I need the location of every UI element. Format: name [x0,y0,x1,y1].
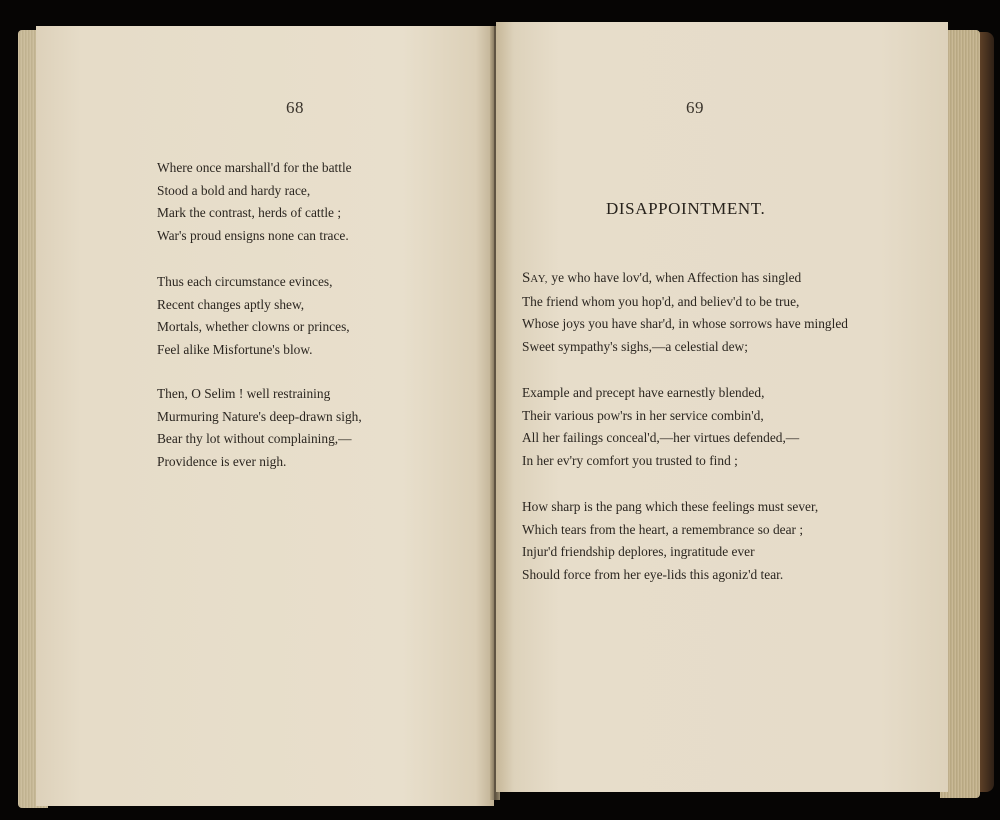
stanza [157,271,350,361]
poem-line: Should force from her eye-lids this agoniz'd tear. [522,566,784,582]
poem-line: Example and precept have earnestly blended, [522,385,765,400]
poem-line: Stood a bold and hardy race, [157,182,311,198]
stanza [157,157,352,247]
poem-line: All her failings conceal'd,—her virtues defended,— [522,430,800,445]
stanza [522,382,799,472]
poem-line-rest: ye who have lov'd, when Affection has singled [548,270,802,285]
page-number-left: 68 [286,98,304,117]
poem-line: Providence is ever nigh. [157,453,287,469]
stanza [522,496,818,586]
poem-line: Bear thy lot without complaining,— [157,431,352,446]
poem-line: How sharp is the pang which these feelings must sever, [522,499,819,514]
poem-line: Recent changes aptly shew, [157,296,305,312]
poem-line: The friend whom you hop'd, and believ'd to be true, [522,293,800,309]
poem-line: Feel alike Misfortune's blow. [157,341,313,357]
poem-line: Injur'd friendship deplores, ingratitude ever [522,544,755,559]
poem-line: Mortals, whether clowns or princes, [157,319,350,334]
poem-line [522,267,848,291]
right-page [496,22,948,792]
poem-line: Where once marshall'd for the battle [157,160,352,175]
poem-line: Sweet sympathy's sighs,—a celestial dew; [522,338,748,354]
poem-line: War's proud ensigns none can trace. [157,227,349,243]
poem-line: Mark the contrast, herds of cattle ; [157,205,342,220]
poem-title: DISAPPOINTMENT. [606,199,766,218]
poem-line: Thus each circumstance evinces, [157,274,333,289]
poem-line: Then, O Selim ! well restraining [157,386,331,401]
stanza [157,383,362,473]
left-page [36,26,494,806]
poem-line: Whose joys you have shar'd, in whose sorrows have mingled [522,316,848,331]
poem-line: Murmuring Nature's deep-drawn sigh, [157,408,362,424]
stanza [522,267,848,358]
page-number-right: 69 [686,98,704,117]
poem-line: In her ev'ry comfort you trusted to find ; [522,452,738,468]
poem-line: Which tears from the heart, a remembrance so dear ; [522,521,804,537]
small-caps-word: AY, [530,273,549,285]
initial-capital: S [522,270,531,286]
poem-line: Their various pow'rs in her service combin'd, [522,407,764,423]
